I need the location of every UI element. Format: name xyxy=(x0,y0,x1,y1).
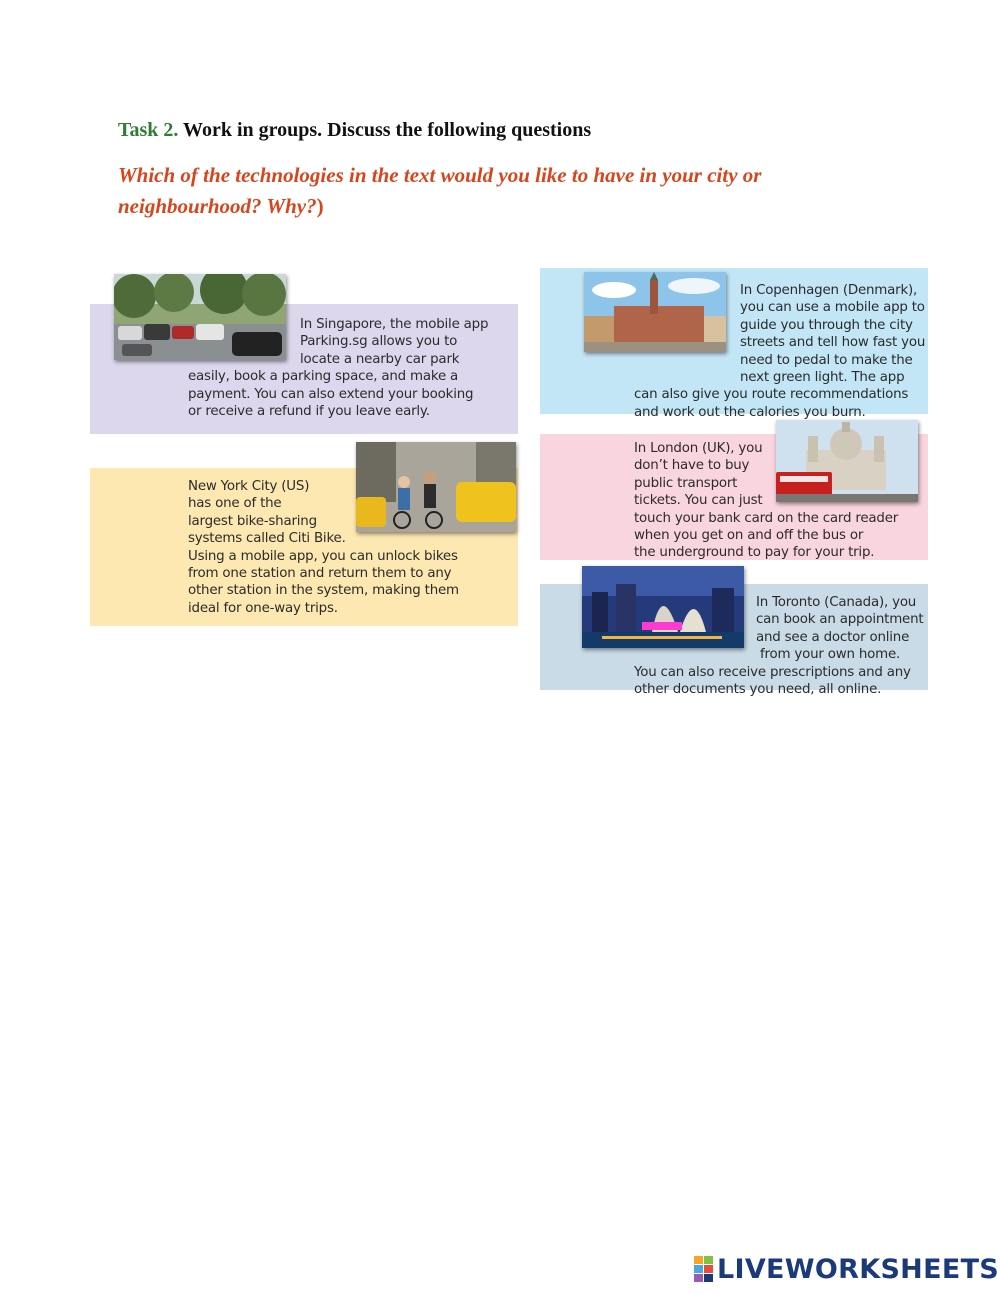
text-line: from your own home. xyxy=(760,647,901,663)
text-line: systems called Citi Bike. xyxy=(188,531,346,547)
logo-grid-icon xyxy=(694,1256,714,1282)
text-line: you can use a mobile app to xyxy=(740,300,925,316)
card-toronto xyxy=(540,564,928,698)
text-line: touch your bank card on the card reader xyxy=(634,510,899,526)
text-line: Parking.sg allows you to xyxy=(300,334,458,350)
text-line: locate a nearby car park xyxy=(300,351,460,367)
text-line: public transport xyxy=(634,475,738,491)
text-line: other documents you need, all online. xyxy=(634,682,882,698)
task-label: Task 2. xyxy=(118,119,179,141)
toronto-text xyxy=(634,594,928,698)
task-heading xyxy=(118,119,591,142)
text-line: In London (UK), you xyxy=(634,441,763,456)
task-instruction: Work in groups. Discuss the following questions xyxy=(178,119,592,141)
question-text: Which of the technologies in the text would you like to have in your city or neighbourhood? Why? xyxy=(118,163,762,218)
text-line: ideal for one-way trips. xyxy=(188,600,338,616)
text-line: need to pedal to make the xyxy=(740,352,913,368)
text-line: easily, book a parking space, and make a xyxy=(188,369,459,385)
text-line: don’t have to buy xyxy=(634,458,750,474)
card-singapore xyxy=(90,258,518,434)
question-closing: ) xyxy=(316,194,324,218)
copenhagen-text xyxy=(634,282,928,421)
text-line: You can also receive prescriptions and any xyxy=(634,664,911,680)
text-line: streets and tell how fast you xyxy=(740,335,926,351)
text-line: In Copenhagen (Denmark), xyxy=(740,283,918,298)
text-line: when you get on and off the bus or xyxy=(634,528,864,544)
card-new-york xyxy=(90,440,518,626)
liveworksheets-logo[interactable] xyxy=(694,1252,999,1286)
card-copenhagen xyxy=(540,268,928,420)
text-line: guide you through the city xyxy=(740,317,913,333)
text-line: the underground to pay for your trip. xyxy=(634,545,875,561)
logo-text: LIVEWORKSHEETS xyxy=(717,1253,1000,1285)
text-line: next green light. The app xyxy=(740,370,905,386)
text-line: Using a mobile app, you can unlock bikes xyxy=(188,548,458,564)
card-london xyxy=(540,420,928,560)
text-line: largest bike-sharing xyxy=(188,513,317,529)
text-line: other station in the system, making them xyxy=(188,583,459,599)
london-text xyxy=(634,440,928,562)
text-line: can book an appointment xyxy=(756,612,924,628)
text-line: and work out the calories you burn. xyxy=(634,404,866,420)
new-york-text xyxy=(188,478,518,617)
text-line: and see a doctor online xyxy=(756,629,910,645)
text-line: can also give you route recommendations xyxy=(634,387,909,403)
text-line: has one of the xyxy=(188,496,282,512)
text-line: In Toronto (Canada), you xyxy=(756,595,917,610)
text-line: payment. You can also extend your booking xyxy=(188,386,474,402)
singapore-text xyxy=(188,316,518,420)
text-line: or receive a refund if you leave early. xyxy=(188,404,430,420)
text-line: In Singapore, the mobile app xyxy=(300,317,489,332)
text-line: from one station and return them to any xyxy=(188,566,452,582)
text-line: tickets. You can just xyxy=(634,493,763,509)
discussion-question xyxy=(118,160,858,222)
text-line: New York City (US) xyxy=(188,479,310,494)
